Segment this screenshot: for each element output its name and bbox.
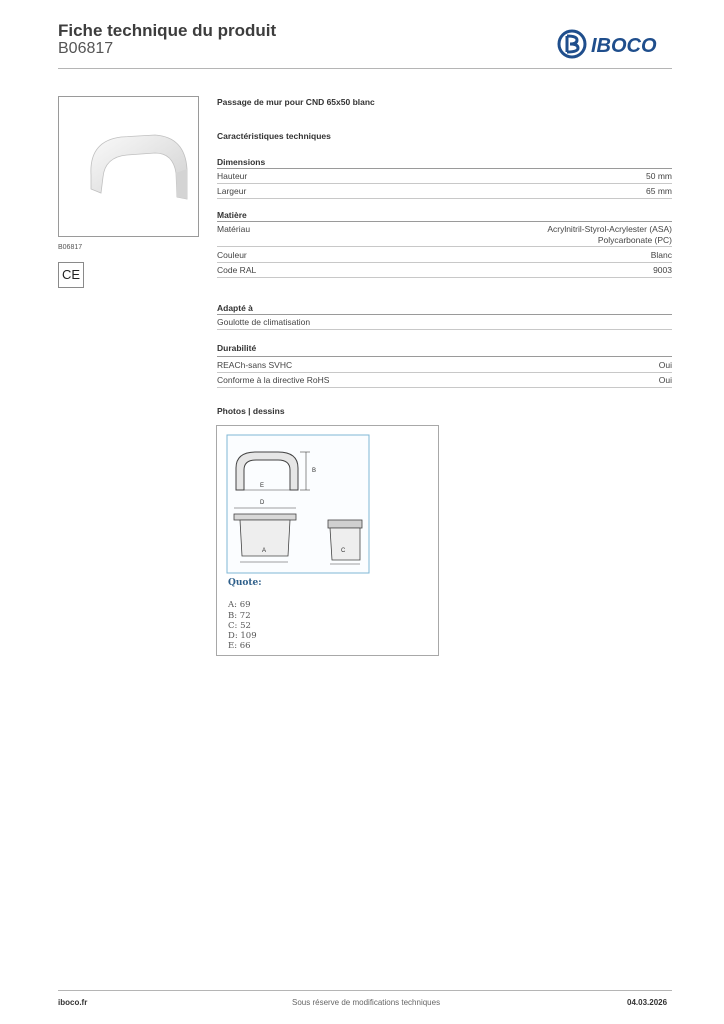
brand-text: IBOCO [591,35,657,57]
section-divider [217,168,672,169]
image-caption: B06817 [58,244,83,251]
page-title: Fiche technique du produit [58,21,277,40]
product-code: B06817 [58,40,114,57]
spec-label: Goulotte de climatisation [217,317,311,327]
spec-row [217,360,672,373]
drawing-label-d: D [260,500,265,506]
drawing-label-a: A [262,548,267,554]
quote-value: A: 69 [228,600,251,610]
technical-drawing [226,434,370,574]
quote-value: E: 66 [228,641,251,651]
photos-heading: Photos | dessins [217,406,285,416]
quote-value: D: 109 [228,631,257,641]
quote-title: Quote: [228,578,262,588]
section-divider [217,356,672,357]
footer-divider [58,990,672,991]
spec-row [217,186,672,199]
header-divider [58,68,672,69]
spec-row [217,375,672,388]
footer-date: 04.03.2026 [627,998,668,1007]
spec-label: REACh-sans SVHC [217,360,293,370]
spec-label: Code RAL [217,265,257,275]
spec-value: 50 mm [646,171,672,181]
spec-label: Conforme à la directive RoHS [217,375,330,385]
section-divider [217,221,672,222]
spec-value: 65 mm [646,186,672,196]
material-title: Matière [217,210,247,220]
spec-row [217,317,672,330]
spec-value: 9003 [653,265,672,275]
quote-value: B: 72 [228,611,251,621]
spec-row [217,250,672,263]
spec-value: Oui [658,360,672,370]
spec-label: Largeur [217,186,247,196]
spec-row [217,171,672,184]
spec-value-2: Polycarbonate (PC) [597,235,672,245]
section-divider [217,314,672,315]
dimensions-title: Dimensions [217,157,266,167]
spec-value: Blanc [650,250,672,260]
spec-row [217,224,672,247]
suited-title: Adapté à [217,303,253,313]
specs-heading: Caractéristiques techniques [217,131,331,141]
product-name: Passage de mur pour CND 65x50 blanc [217,97,375,107]
drawing-label-b: B [312,468,317,474]
spec-value: Acrylnitril-Styrol-Acrylester (ASA) [547,224,672,234]
product-image [58,96,199,237]
spec-row [217,265,672,278]
quote-value: C: 52 [228,621,251,631]
iboco-logo [557,28,673,60]
drawing-label-e: E [260,483,265,489]
drawing-label-c: C [341,548,346,554]
spec-label: Hauteur [217,171,248,181]
spec-label: Matériau [217,224,251,234]
footer-site-link[interactable]: iboco.fr [58,998,88,1007]
spec-label: Couleur [217,250,247,260]
ce-mark: CE [58,262,84,288]
durability-title: Durabilité [217,343,257,353]
spec-value: Oui [658,375,672,385]
footer-note: Sous réserve de modifications techniques [292,998,441,1007]
